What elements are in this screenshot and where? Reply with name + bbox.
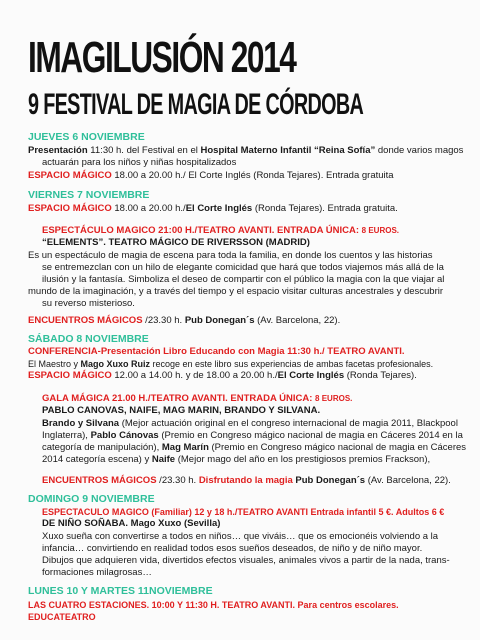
sabado-conferencia-desc: El Maestro y Mago Xuxo Ruiz recoge en este libro sus experiencias de ambas facetas profesionales. (28, 359, 434, 369)
day-heading-jueves: JUEVES 6 NOVIEMBRE (28, 131, 145, 143)
jueves-line-1: Presentación 11:30 h. del Festival en el Hospital Materno Infantil “Reina Sofía” donde varios magos (28, 145, 464, 156)
day-heading-viernes: VIERNES 7 NOVIEMBRE (28, 189, 150, 201)
viernes-encuentros: ENCUENTROS MÁGICOS /23.30 h. Pub Donegan´s (Av. Barcelona, 22). (28, 315, 341, 326)
sabado-gala-desc-1: Brando y Silvana (Mejor actuación original en el congreso internacional de magia 2011, Blackpool (42, 418, 458, 429)
viernes-espectaculo-heading: ESPECTÁCULO MAGICO 21:00 H./TEATRO AVANTI. ENTRADA ÚNICA: 8 EUROS. (42, 225, 400, 236)
sabado-gala-artists: PABLO CANOVAS, NAIFE, MAG MARIN, BRANDO Y SILVANA. (42, 405, 321, 416)
sabado-gala-desc-4: 2014 categoría escena) y Naife (Mejor mago del año en los prestigiosos premios Frackson), (42, 454, 431, 465)
sabado-gala-heading: GALA MÁGICA 21.00 H./TEATRO AVANTI. ENTRADA ÚNICA: 8 EUROS. (42, 393, 353, 404)
viernes-espectaculo-title: “ELEMENTS”. TEATRO MÁGICO DE RIVERSSON (MADRID) (42, 237, 310, 248)
jueves-line-2: actuarán para los niños y niñas hospitalizados (42, 157, 237, 168)
jueves-line-3: ESPACIO MÁGICO 18.00 a 20.00 h./ El Corte Inglés (Ronda Tejares). Entrada gratuita (28, 170, 394, 181)
viernes-desc-5: su reverso misterioso. (42, 298, 135, 309)
domingo-desc-2: infancia… convirtiendo en realidad todos esos sueños deseados, de niño y de niño mayor. (42, 543, 423, 554)
viernes-line-1: ESPACIO MÁGICO 18.00 a 20.00 h./El Corte Inglés (Ronda Tejares). Entrada gratuita. (28, 203, 398, 214)
page-subtitle: 9 FESTIVAL DE MAGIA DE CÓRDOBA (28, 88, 364, 121)
domingo-espectaculo-title: DE NIÑO SOÑABA. Mago Xuxo (Sevilla) (42, 518, 221, 529)
sabado-conferencia: CONFERENCIA-Presentación Libro Educando con Magia 11:30 h./ TEATRO AVANTI. (28, 346, 405, 357)
day-heading-domingo: DOMINGO 9 NOVIEMBRE (28, 493, 155, 505)
sabado-gala-desc-3: categoría de manipulación), Mag Marín (Premio en Congreso mágico nacional de magia en Cáceres (42, 442, 467, 453)
domingo-desc-4: formaciones milagrosas… (42, 567, 152, 578)
viernes-desc-4: mundo de la imaginación, y a través del tiempo y el espacio visitar culturas ancestrales y descubrir (28, 286, 444, 297)
domingo-desc-1: Xuxo sueña con convertirse a todos en niños… que viváis… que os emocionéis volviendo a la (42, 531, 439, 542)
sabado-encuentros: ENCUENTROS MÁGICOS /23.30 h. Disfrutando la magia Pub Donegan´s (Av. Barcelona, 22). (42, 475, 451, 486)
domingo-desc-3: Dibujos que adquieren vida, divertidos efectos visuales, animales vivos a partir de la nada, trans- (42, 555, 450, 566)
day-heading-lunes-martes: LUNES 10 Y MARTES 11NOVIEMBRE (28, 585, 213, 597)
sabado-gala-desc-2: Inglaterra), Pablo Cánovas (Premio en Congreso mágico nacional de magia en Cáceres 2014 en la (42, 430, 463, 441)
lunes-line-1: LAS CUATRO ESTACIONES. 10:00 Y 11:30 H. TEATRO AVANTI. Para centros escolares. (28, 600, 399, 610)
viernes-desc-3: ilusión y la fantasía. Simboliza el deseo de compartir con el público la magia con la que viajar al (42, 274, 445, 285)
page-title: IMAGILUSIÓN 2014 (28, 33, 296, 82)
viernes-desc-2: se entremezclan con un hilo de elegante comicidad que hará que todos viajemos más allá de la (42, 262, 444, 273)
sabado-espacio: ESPACIO MÁGICO 12.00 a 14.00 h. y de 18.00 a 20.00 h./El Corte Inglés (Ronda Tejares). (28, 370, 417, 381)
viernes-desc-1: Es un espectáculo de magia de escena para toda la familia, en donde los cuentos y las historias (28, 250, 433, 261)
domingo-espectaculo-heading: ESPECTACULO MAGICO (Familiar) 12 y 18 h./TEATRO AVANTI Entrada infantil 5 €. Adultos 6 € (42, 507, 445, 517)
day-heading-sabado: SÁBADO 8 NOVIEMBRE (28, 333, 149, 345)
lunes-line-2: EDUCATEATRO (28, 612, 96, 622)
